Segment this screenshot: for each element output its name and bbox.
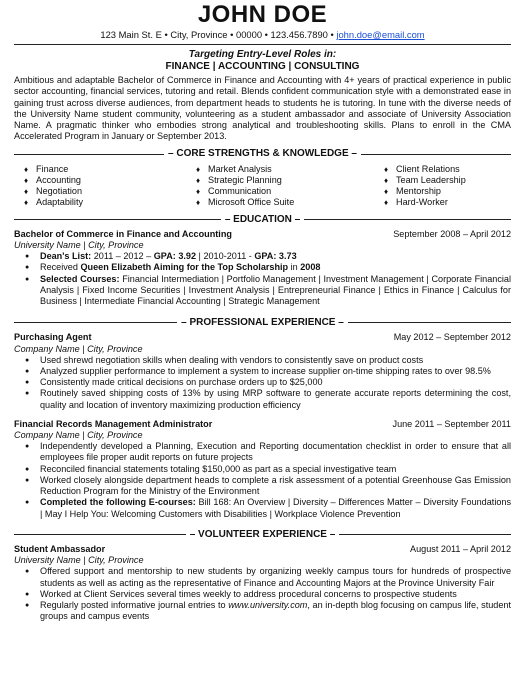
experience-heading: – PROFESSIONAL EXPERIENCE – [14, 317, 511, 328]
organization-name: University Name | City, Province [14, 555, 144, 566]
list-item: ● Selected Courses: Financial Intermediation | Portfolio Management | Investment Management | Corporate Financial Analysis | Fixed Income Securities | Investment Analysis | Entrepreneurial Finance | Ethics in Finance | Calculus for Business | Intermediate Financial Accounting | Strategic Management [40, 274, 511, 308]
skill-item: ♦ Strategic Planning [196, 175, 384, 186]
job-dates: June 2011 – September 2011 [392, 418, 511, 429]
resume-page [0, 2, 525, 681]
list-item: ● Independently developed a Planning, Execution and Reporting documentation checklist in order to ensure that all employees file proper audit reports on future projects [40, 441, 511, 463]
education-row [14, 229, 511, 240]
target-line-1: Targeting Entry-Level Roles in: [188, 49, 337, 61]
volunteer-title: Student Ambassador [14, 543, 106, 554]
skills-heading: – CORE STRENGTHS & KNOWLEDGE – [14, 148, 511, 159]
education-heading: – EDUCATION – [14, 214, 511, 225]
list-item: ● Routinely saved shipping costs of 13% by using MRP software to generate accurate reports determining the cost, quality and location of inventory maximizing production efficiency [40, 388, 511, 410]
header-divider [14, 44, 511, 45]
job-title: Financial Records Management Administrator [14, 418, 213, 429]
list-item: ● Reconciled financial statements totaling $150,000 as part as a special investigative team [40, 464, 511, 475]
skill-item: ♦ Market Analysis [196, 164, 384, 175]
company-name: Company Name | City, Province [14, 430, 143, 441]
skills-grid [24, 164, 511, 208]
skill-item: ♦ Adaptability [24, 197, 196, 208]
list-item: ● Received Queen Elizabeth Aiming for the Top Scholarship in 2008 [40, 262, 511, 273]
skill-item: ♦ Client Relations [384, 164, 511, 175]
skill-item: ♦ Hard-Worker [384, 197, 511, 208]
target-line-2: FINANCE | ACCOUNTING | CONSULTING [165, 61, 360, 73]
job-row [14, 332, 511, 343]
volunteer-heading: – VOLUNTEER EXPERIENCE – [14, 529, 511, 540]
job-title: Purchasing Agent [14, 332, 92, 343]
skill-item: ♦ Mentorship [384, 186, 511, 197]
list-item: ● Offered support and mentorship to new students by organizing weekly campus tours for hundreds of prospective students as well as acting as the representative of Finance and Accounting Majors at the Province University Fair [40, 566, 511, 588]
list-item: ● Analyzed supplier performance to implement a system to increase supplier on-time shipping rates to over 98.5% [40, 366, 511, 377]
job-dates: May 2012 – September 2012 [393, 332, 511, 343]
job-bullets [14, 441, 511, 519]
candidate-name: JOHN DOE [197, 1, 328, 28]
job-row [14, 419, 511, 430]
education-dates: September 2008 – April 2012 [393, 228, 511, 239]
job-bullets [14, 355, 511, 411]
school-name: University Name | City, Province [14, 240, 144, 251]
company-name: Company Name | City, Province [14, 343, 143, 354]
list-item: ● Worked closely alongside department heads to complete a risk assessment of a potential Greenhouse Gas Emission Reduction Program for the Ministry of the Environment [40, 475, 511, 497]
summary-paragraph: Ambitious and adaptable Bachelor of Commerce in Finance and Accounting with 4+ years of practical experience in public sector accounting, financial services, tutoring and retail. Blends confident communication style with a demonstrated ease in gaining trust across diverse audiences, from department heads to students he is tutoring. In tune with the diverse needs of the University Name student community, volunteering as a student ambassador and associate of University Association Name. A pragmatic thinker who embodies strong analytical and troubleshooting skills. Plans to enroll in the CMA Accelerated Program in January or September 2013. [14, 75, 511, 142]
volunteer-row [14, 544, 511, 555]
degree-title: Bachelor of Commerce in Finance and Accounting [14, 228, 232, 239]
skill-item: ♦ Microsoft Office Suite [196, 197, 384, 208]
education-list [14, 251, 511, 307]
email-link[interactable]: john.doe@email.com [336, 29, 425, 40]
list-item: ● Consistently made critical decisions on purchase orders up to $25,000 [40, 377, 511, 388]
skill-item: ♦ Team Leadership [384, 175, 511, 186]
list-item: ● Completed the following E-courses: Bill 168: An Overview | Diversity – Differences Matter – Diversity Foundations | May I Help You: Welcoming Customers with Disabilities | Workplace Violence Prevention [40, 497, 511, 519]
contact-line [14, 29, 511, 40]
list-item: ● Dean's List: 2011 – 2012 – GPA: 3.92 | 2010-2011 - GPA: 3.73 [40, 251, 511, 262]
list-item: ● Regularly posted informative journal entries to www.university.com, an in-depth blog focusing on campus life, student groups and campus events [40, 600, 511, 622]
address-text: 123 Main St. E • City, Province • 00000 • 123.456.7890 • [100, 29, 334, 40]
skill-item: ♦ Negotiation [24, 186, 196, 197]
volunteer-bullets [14, 566, 511, 622]
list-item: ● Worked at Client Services several times weekly to address procedural concerns to prospective students [40, 589, 511, 600]
skill-item: ♦ Accounting [24, 175, 196, 186]
skill-item: ♦ Finance [24, 164, 196, 175]
volunteer-dates: August 2011 – April 2012 [410, 543, 511, 554]
target-block [14, 49, 511, 73]
list-item: ● Used shrewd negotiation skills when dealing with vendors to consistently save on product costs [40, 355, 511, 366]
blog-link[interactable]: www.university.com [228, 599, 308, 610]
skill-item: ♦ Communication [196, 186, 384, 197]
